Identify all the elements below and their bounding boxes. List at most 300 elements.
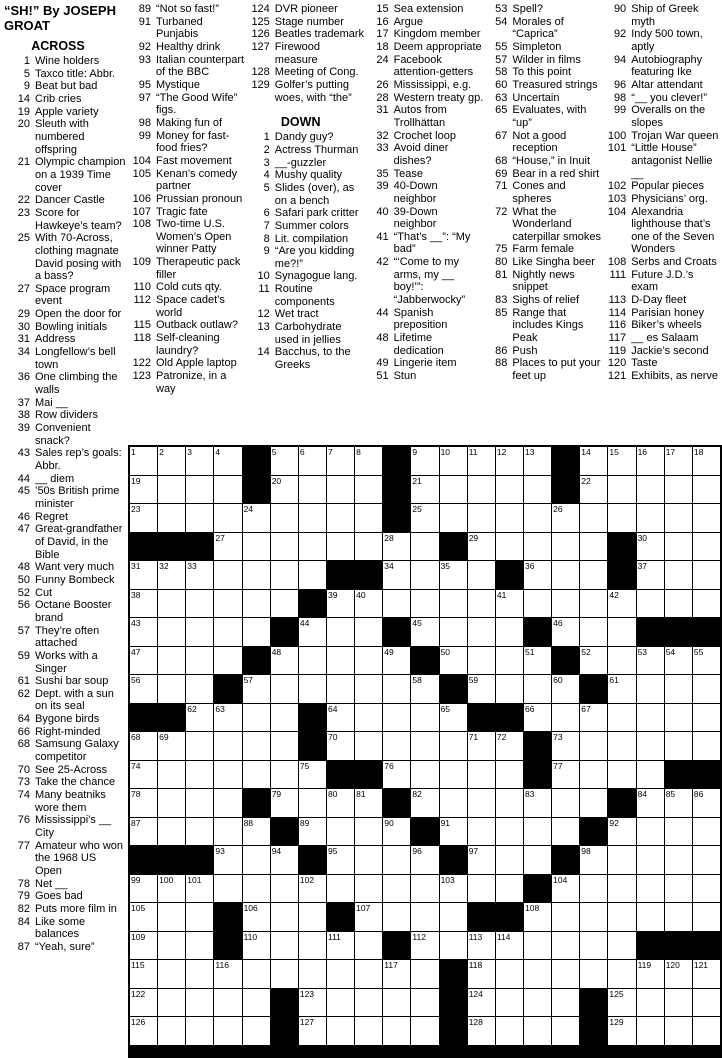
- grid-cell[interactable]: [468, 647, 495, 675]
- grid-cell[interactable]: [693, 989, 720, 1017]
- grid-cell[interactable]: [496, 960, 523, 988]
- grid-cell[interactable]: [552, 875, 579, 903]
- grid-cell[interactable]: [468, 875, 495, 903]
- grid-cell[interactable]: [158, 447, 185, 475]
- grid-cell[interactable]: [355, 875, 382, 903]
- grid-cell[interactable]: [327, 647, 354, 675]
- grid-cell[interactable]: [214, 761, 241, 789]
- grid-cell[interactable]: [496, 846, 523, 874]
- grid-cell[interactable]: [496, 618, 523, 646]
- grid-cell[interactable]: [608, 476, 635, 504]
- grid-cell[interactable]: [130, 476, 157, 504]
- grid-cell[interactable]: [186, 704, 213, 732]
- grid-cell[interactable]: [524, 590, 551, 618]
- grid-cell[interactable]: [130, 818, 157, 846]
- grid-cell[interactable]: [130, 590, 157, 618]
- grid-cell[interactable]: [327, 932, 354, 960]
- grid-cell[interactable]: [186, 789, 213, 817]
- grid-cell[interactable]: [299, 504, 326, 532]
- grid-cell[interactable]: [158, 647, 185, 675]
- grid-cell[interactable]: [468, 789, 495, 817]
- grid-cell[interactable]: [608, 1017, 635, 1045]
- grid-cell[interactable]: [468, 761, 495, 789]
- grid-cell[interactable]: [411, 846, 438, 874]
- grid-cell[interactable]: [411, 590, 438, 618]
- grid-cell[interactable]: [186, 590, 213, 618]
- grid-cell[interactable]: [243, 846, 270, 874]
- grid-cell[interactable]: [468, 561, 495, 589]
- grid-cell[interactable]: [186, 675, 213, 703]
- grid-cell[interactable]: [214, 846, 241, 874]
- grid-cell[interactable]: [355, 476, 382, 504]
- grid-cell[interactable]: [665, 561, 692, 589]
- grid-cell[interactable]: [524, 504, 551, 532]
- grid-cell[interactable]: [440, 447, 467, 475]
- grid-cell[interactable]: [383, 561, 410, 589]
- grid-cell[interactable]: [468, 590, 495, 618]
- grid-cell[interactable]: [186, 818, 213, 846]
- grid-cell[interactable]: [243, 932, 270, 960]
- grid-cell[interactable]: [214, 647, 241, 675]
- grid-cell[interactable]: [130, 903, 157, 931]
- grid-cell[interactable]: [496, 761, 523, 789]
- grid-cell[interactable]: [411, 960, 438, 988]
- grid-cell[interactable]: [440, 761, 467, 789]
- grid-cell[interactable]: [496, 989, 523, 1017]
- grid-cell[interactable]: [637, 561, 664, 589]
- grid-cell[interactable]: [665, 590, 692, 618]
- grid-cell[interactable]: [524, 903, 551, 931]
- grid-cell[interactable]: [524, 476, 551, 504]
- grid-cell[interactable]: [524, 1017, 551, 1045]
- grid-cell[interactable]: [468, 1017, 495, 1045]
- grid-cell[interactable]: [468, 846, 495, 874]
- grid-cell[interactable]: [383, 818, 410, 846]
- grid-cell[interactable]: [693, 960, 720, 988]
- grid-cell[interactable]: [383, 960, 410, 988]
- grid-cell[interactable]: [327, 875, 354, 903]
- grid-cell[interactable]: [299, 903, 326, 931]
- grid-cell[interactable]: [665, 846, 692, 874]
- grid-cell[interactable]: [665, 476, 692, 504]
- grid-cell[interactable]: [158, 618, 185, 646]
- grid-cell[interactable]: [130, 447, 157, 475]
- grid-cell[interactable]: [214, 1017, 241, 1045]
- grid-cell[interactable]: [158, 903, 185, 931]
- grid-cell[interactable]: [327, 504, 354, 532]
- grid-cell[interactable]: [271, 504, 298, 532]
- grid-cell[interactable]: [186, 903, 213, 931]
- grid-cell[interactable]: [243, 504, 270, 532]
- grid-cell[interactable]: [468, 675, 495, 703]
- grid-cell[interactable]: [468, 447, 495, 475]
- grid-cell[interactable]: [271, 846, 298, 874]
- grid-cell[interactable]: [524, 789, 551, 817]
- grid-cell[interactable]: [468, 618, 495, 646]
- grid-cell[interactable]: [243, 618, 270, 646]
- grid-cell[interactable]: [383, 989, 410, 1017]
- grid-cell[interactable]: [355, 989, 382, 1017]
- grid-cell[interactable]: [496, 1017, 523, 1045]
- grid-cell[interactable]: [608, 761, 635, 789]
- grid-cell[interactable]: [411, 932, 438, 960]
- grid-cell[interactable]: [552, 590, 579, 618]
- grid-cell[interactable]: [693, 561, 720, 589]
- grid-cell[interactable]: [637, 846, 664, 874]
- grid-cell[interactable]: [440, 647, 467, 675]
- grid-cell[interactable]: [243, 989, 270, 1017]
- grid-cell[interactable]: [299, 875, 326, 903]
- grid-cell[interactable]: [496, 590, 523, 618]
- grid-cell[interactable]: [243, 960, 270, 988]
- grid-cell[interactable]: [271, 533, 298, 561]
- grid-cell[interactable]: [327, 1017, 354, 1045]
- grid-cell[interactable]: [411, 618, 438, 646]
- grid-cell[interactable]: [552, 533, 579, 561]
- grid-cell[interactable]: [552, 903, 579, 931]
- grid-cell[interactable]: [524, 647, 551, 675]
- grid-cell[interactable]: [580, 561, 607, 589]
- grid-cell[interactable]: [411, 561, 438, 589]
- grid-cell[interactable]: [355, 789, 382, 817]
- grid-cell[interactable]: [214, 590, 241, 618]
- grid-cell[interactable]: [214, 476, 241, 504]
- grid-cell[interactable]: [411, 675, 438, 703]
- grid-cell[interactable]: [214, 989, 241, 1017]
- grid-cell[interactable]: [214, 704, 241, 732]
- grid-cell[interactable]: [271, 476, 298, 504]
- grid-cell[interactable]: [158, 789, 185, 817]
- grid-cell[interactable]: [271, 675, 298, 703]
- grid-cell[interactable]: [383, 846, 410, 874]
- grid-cell[interactable]: [327, 476, 354, 504]
- grid-cell[interactable]: [608, 732, 635, 760]
- grid-cell[interactable]: [271, 875, 298, 903]
- grid-cell[interactable]: [243, 675, 270, 703]
- grid-cell[interactable]: [637, 647, 664, 675]
- grid-cell[interactable]: [665, 504, 692, 532]
- grid-cell[interactable]: [440, 590, 467, 618]
- grid-cell[interactable]: [186, 875, 213, 903]
- grid-cell[interactable]: [496, 447, 523, 475]
- grid-cell[interactable]: [271, 704, 298, 732]
- grid-cell[interactable]: [496, 504, 523, 532]
- grid-cell[interactable]: [411, 761, 438, 789]
- grid-cell[interactable]: [158, 675, 185, 703]
- grid-cell[interactable]: [130, 761, 157, 789]
- grid-cell[interactable]: [665, 875, 692, 903]
- grid-cell[interactable]: [214, 561, 241, 589]
- grid-cell[interactable]: [355, 590, 382, 618]
- grid-cell[interactable]: [327, 846, 354, 874]
- grid-cell[interactable]: [496, 476, 523, 504]
- grid-cell[interactable]: [665, 533, 692, 561]
- grid-cell[interactable]: [214, 447, 241, 475]
- grid-cell[interactable]: [608, 447, 635, 475]
- grid-cell[interactable]: [411, 533, 438, 561]
- grid-cell[interactable]: [693, 675, 720, 703]
- grid-cell[interactable]: [637, 590, 664, 618]
- grid-cell[interactable]: [355, 533, 382, 561]
- grid-cell[interactable]: [186, 447, 213, 475]
- grid-cell[interactable]: [158, 590, 185, 618]
- grid-cell[interactable]: [299, 761, 326, 789]
- grid-cell[interactable]: [665, 675, 692, 703]
- grid-cell[interactable]: [468, 989, 495, 1017]
- grid-cell[interactable]: [468, 476, 495, 504]
- grid-cell[interactable]: [355, 903, 382, 931]
- grid-cell[interactable]: [637, 704, 664, 732]
- grid-cell[interactable]: [130, 504, 157, 532]
- grid-cell[interactable]: [186, 960, 213, 988]
- grid-cell[interactable]: [158, 818, 185, 846]
- grid-cell[interactable]: [580, 618, 607, 646]
- grid-cell[interactable]: [608, 846, 635, 874]
- grid-cell[interactable]: [214, 960, 241, 988]
- grid-cell[interactable]: [158, 561, 185, 589]
- grid-cell[interactable]: [327, 675, 354, 703]
- grid-cell[interactable]: [299, 789, 326, 817]
- grid-cell[interactable]: [327, 818, 354, 846]
- grid-cell[interactable]: [243, 704, 270, 732]
- grid-cell[interactable]: [130, 675, 157, 703]
- grid-cell[interactable]: [186, 618, 213, 646]
- grid-cell[interactable]: [186, 476, 213, 504]
- grid-cell[interactable]: [665, 447, 692, 475]
- grid-cell[interactable]: [299, 561, 326, 589]
- grid-cell[interactable]: [383, 1017, 410, 1045]
- grid-cell[interactable]: [693, 476, 720, 504]
- grid-cell[interactable]: [186, 1017, 213, 1045]
- grid-cell[interactable]: [355, 1017, 382, 1045]
- grid-cell[interactable]: [440, 789, 467, 817]
- grid-cell[interactable]: [524, 704, 551, 732]
- grid-cell[interactable]: [411, 903, 438, 931]
- grid-cell[interactable]: [243, 533, 270, 561]
- grid-cell[interactable]: [693, 447, 720, 475]
- grid-cell[interactable]: [637, 960, 664, 988]
- grid-cell[interactable]: [383, 533, 410, 561]
- grid-cell[interactable]: [299, 675, 326, 703]
- grid-cell[interactable]: [440, 561, 467, 589]
- grid-cell[interactable]: [158, 761, 185, 789]
- grid-cell[interactable]: [580, 590, 607, 618]
- grid-cell[interactable]: [243, 875, 270, 903]
- grid-cell[interactable]: [693, 903, 720, 931]
- grid-cell[interactable]: [524, 561, 551, 589]
- grid-cell[interactable]: [468, 818, 495, 846]
- grid-cell[interactable]: [608, 504, 635, 532]
- grid-cell[interactable]: [552, 704, 579, 732]
- grid-cell[interactable]: [665, 903, 692, 931]
- grid-cell[interactable]: [637, 818, 664, 846]
- grid-cell[interactable]: [186, 761, 213, 789]
- grid-cell[interactable]: [327, 590, 354, 618]
- grid-cell[interactable]: [580, 761, 607, 789]
- grid-cell[interactable]: [608, 704, 635, 732]
- grid-cell[interactable]: [496, 647, 523, 675]
- grid-cell[interactable]: [411, 1017, 438, 1045]
- grid-cell[interactable]: [158, 476, 185, 504]
- grid-cell[interactable]: [552, 761, 579, 789]
- grid-cell[interactable]: [271, 932, 298, 960]
- grid-cell[interactable]: [665, 960, 692, 988]
- grid-cell[interactable]: [440, 903, 467, 931]
- grid-cell[interactable]: [130, 647, 157, 675]
- grid-cell[interactable]: [411, 875, 438, 903]
- grid-cell[interactable]: [468, 932, 495, 960]
- grid-cell[interactable]: [637, 875, 664, 903]
- grid-cell[interactable]: [665, 1017, 692, 1045]
- grid-cell[interactable]: [637, 476, 664, 504]
- grid-cell[interactable]: [299, 818, 326, 846]
- grid-cell[interactable]: [299, 447, 326, 475]
- grid-cell[interactable]: [271, 561, 298, 589]
- grid-cell[interactable]: [693, 704, 720, 732]
- grid-cell[interactable]: [693, 533, 720, 561]
- grid-cell[interactable]: [214, 875, 241, 903]
- grid-cell[interactable]: [693, 590, 720, 618]
- grid-cell[interactable]: [411, 504, 438, 532]
- grid-cell[interactable]: [186, 647, 213, 675]
- grid-cell[interactable]: [524, 818, 551, 846]
- grid-cell[interactable]: [552, 732, 579, 760]
- grid-cell[interactable]: [693, 875, 720, 903]
- grid-cell[interactable]: [608, 989, 635, 1017]
- grid-cell[interactable]: [665, 818, 692, 846]
- grid-cell[interactable]: [158, 732, 185, 760]
- grid-cell[interactable]: [243, 732, 270, 760]
- grid-cell[interactable]: [580, 903, 607, 931]
- grid-cell[interactable]: [214, 732, 241, 760]
- grid-cell[interactable]: [580, 789, 607, 817]
- grid-cell[interactable]: [440, 504, 467, 532]
- grid-cell[interactable]: [552, 1017, 579, 1045]
- grid-cell[interactable]: [552, 675, 579, 703]
- grid-cell[interactable]: [524, 960, 551, 988]
- grid-cell[interactable]: [693, 789, 720, 817]
- grid-cell[interactable]: [637, 533, 664, 561]
- grid-cell[interactable]: [608, 647, 635, 675]
- grid-cell[interactable]: [158, 504, 185, 532]
- grid-cell[interactable]: [524, 447, 551, 475]
- grid-cell[interactable]: [355, 447, 382, 475]
- grid-cell[interactable]: [214, 818, 241, 846]
- grid-cell[interactable]: [158, 1017, 185, 1045]
- grid-cell[interactable]: [580, 647, 607, 675]
- grid-cell[interactable]: [524, 846, 551, 874]
- grid-cell[interactable]: [327, 533, 354, 561]
- grid-cell[interactable]: [665, 647, 692, 675]
- grid-cell[interactable]: [580, 875, 607, 903]
- grid-cell[interactable]: [214, 618, 241, 646]
- grid-cell[interactable]: [496, 818, 523, 846]
- grid-cell[interactable]: [468, 960, 495, 988]
- grid-cell[interactable]: [299, 618, 326, 646]
- grid-cell[interactable]: [271, 732, 298, 760]
- grid-cell[interactable]: [440, 704, 467, 732]
- grid-cell[interactable]: [693, 647, 720, 675]
- grid-cell[interactable]: [637, 732, 664, 760]
- grid-cell[interactable]: [271, 789, 298, 817]
- grid-cell[interactable]: [411, 789, 438, 817]
- grid-cell[interactable]: [580, 960, 607, 988]
- grid-cell[interactable]: [158, 989, 185, 1017]
- grid-cell[interactable]: [158, 960, 185, 988]
- grid-cell[interactable]: [355, 618, 382, 646]
- grid-cell[interactable]: [243, 818, 270, 846]
- grid-cell[interactable]: [524, 533, 551, 561]
- grid-cell[interactable]: [468, 504, 495, 532]
- grid-cell[interactable]: [580, 932, 607, 960]
- grid-cell[interactable]: [214, 789, 241, 817]
- grid-cell[interactable]: [299, 1017, 326, 1045]
- grid-cell[interactable]: [468, 732, 495, 760]
- grid-cell[interactable]: [186, 989, 213, 1017]
- grid-cell[interactable]: [355, 818, 382, 846]
- grid-cell[interactable]: [637, 447, 664, 475]
- grid-cell[interactable]: [411, 732, 438, 760]
- grid-cell[interactable]: [299, 960, 326, 988]
- grid-cell[interactable]: [608, 618, 635, 646]
- grid-cell[interactable]: [637, 675, 664, 703]
- grid-cell[interactable]: [158, 932, 185, 960]
- grid-cell[interactable]: [608, 932, 635, 960]
- grid-cell[interactable]: [693, 818, 720, 846]
- grid-cell[interactable]: [271, 761, 298, 789]
- grid-cell[interactable]: [299, 647, 326, 675]
- grid-cell[interactable]: [383, 590, 410, 618]
- grid-cell[interactable]: [693, 846, 720, 874]
- grid-cell[interactable]: [665, 789, 692, 817]
- grid-cell[interactable]: [524, 932, 551, 960]
- grid-cell[interactable]: [552, 789, 579, 817]
- grid-cell[interactable]: [383, 675, 410, 703]
- grid-cell[interactable]: [130, 875, 157, 903]
- grid-cell[interactable]: [130, 960, 157, 988]
- grid-cell[interactable]: [411, 476, 438, 504]
- grid-cell[interactable]: [440, 732, 467, 760]
- grid-cell[interactable]: [299, 533, 326, 561]
- grid-cell[interactable]: [130, 732, 157, 760]
- grid-cell[interactable]: [637, 761, 664, 789]
- grid-cell[interactable]: [637, 789, 664, 817]
- grid-cell[interactable]: [355, 932, 382, 960]
- grid-cell[interactable]: [608, 675, 635, 703]
- grid-cell[interactable]: [355, 504, 382, 532]
- grid-cell[interactable]: [496, 533, 523, 561]
- grid-cell[interactable]: [355, 675, 382, 703]
- grid-cell[interactable]: [130, 618, 157, 646]
- grid-cell[interactable]: [186, 561, 213, 589]
- grid-cell[interactable]: [552, 932, 579, 960]
- grid-cell[interactable]: [186, 732, 213, 760]
- grid-cell[interactable]: [580, 504, 607, 532]
- grid-cell[interactable]: [271, 960, 298, 988]
- grid-cell[interactable]: [580, 447, 607, 475]
- grid-cell[interactable]: [496, 789, 523, 817]
- grid-cell[interactable]: [327, 447, 354, 475]
- grid-cell[interactable]: [383, 875, 410, 903]
- grid-cell[interactable]: [693, 504, 720, 532]
- grid-cell[interactable]: [299, 932, 326, 960]
- grid-cell[interactable]: [130, 932, 157, 960]
- grid-cell[interactable]: [243, 1017, 270, 1045]
- grid-cell[interactable]: [524, 989, 551, 1017]
- grid-cell[interactable]: [130, 1017, 157, 1045]
- grid-cell[interactable]: [580, 476, 607, 504]
- grid-cell[interactable]: [524, 675, 551, 703]
